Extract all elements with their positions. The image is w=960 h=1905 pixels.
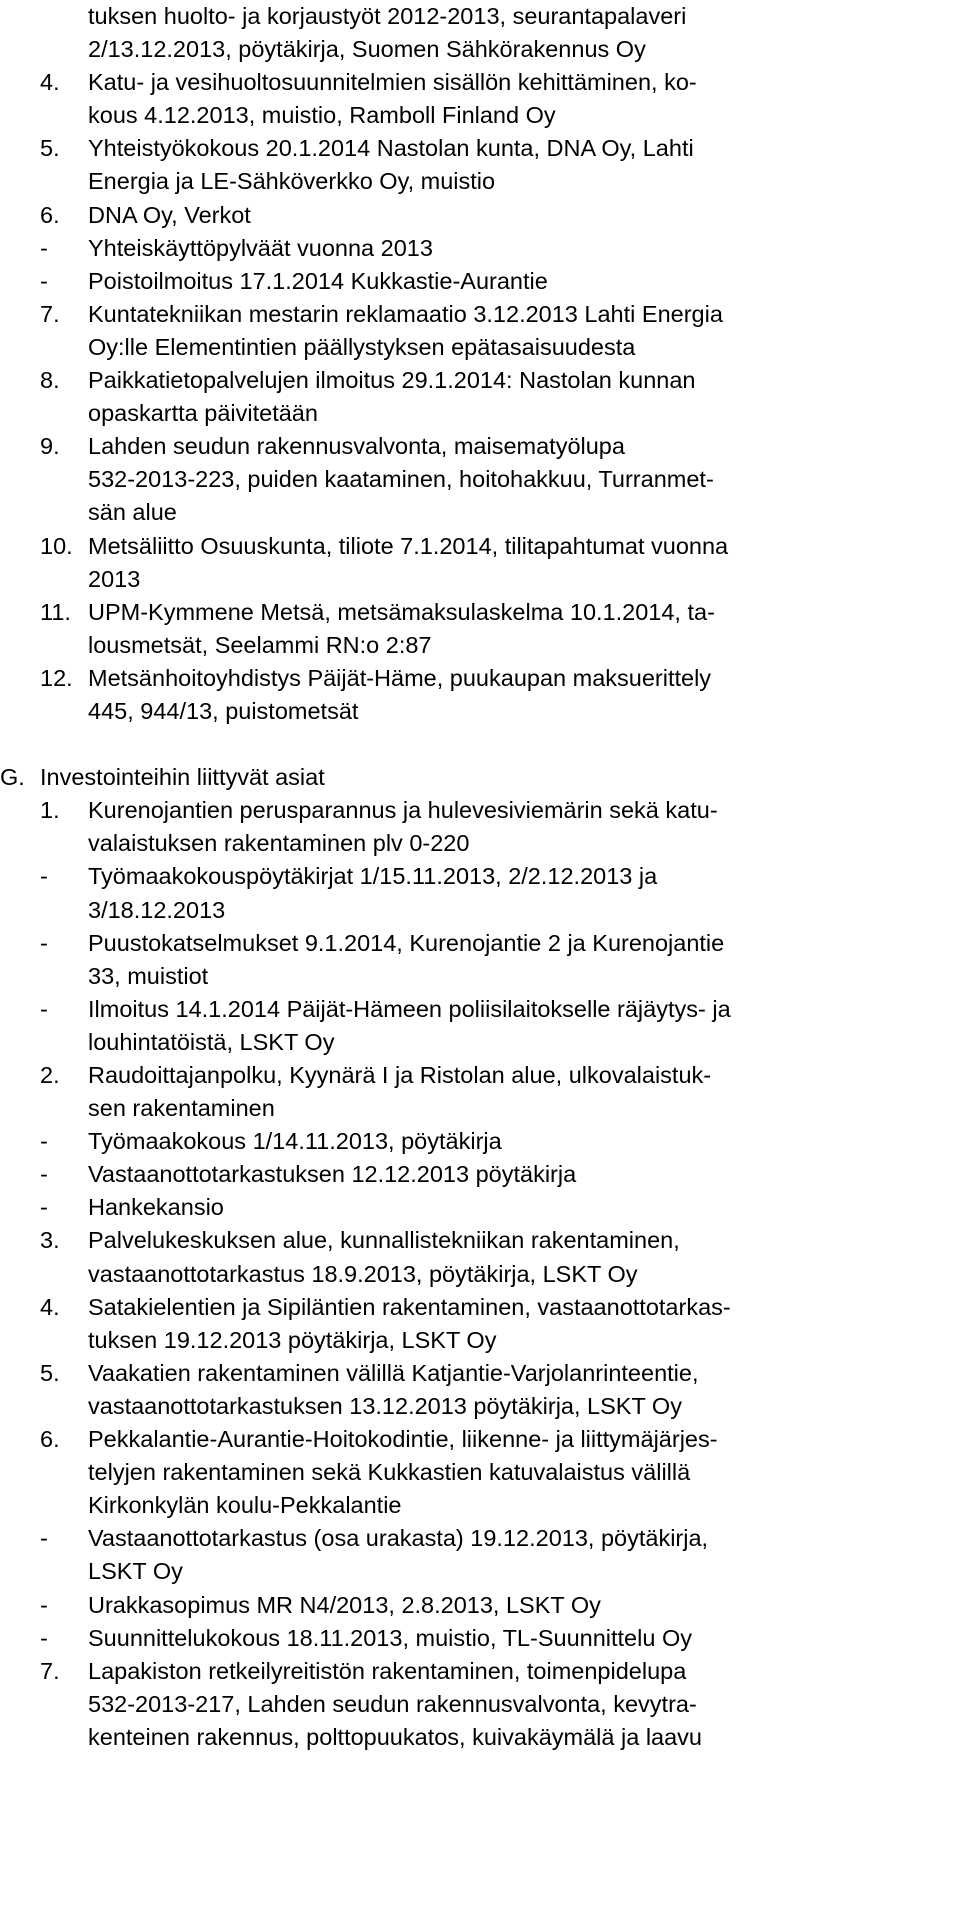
item-text: 532-2013-223, puiden kaataminen, hoitohakkuu, Turranmet- bbox=[88, 466, 714, 493]
item-text: Oy:lle Elementintien päällystyksen epätasaisuudesta bbox=[88, 333, 636, 360]
list-item bbox=[0, 1291, 960, 1324]
item-text: Ilmoitus 14.1.2014 Päijät-Hämeen poliisilaitokselle räjäytys- ja bbox=[88, 995, 731, 1022]
dash-marker: - bbox=[40, 929, 48, 956]
list-item bbox=[0, 662, 960, 695]
item-number: 7. bbox=[40, 300, 60, 327]
list-item-line bbox=[0, 563, 960, 596]
list-item-line bbox=[0, 397, 960, 430]
dash-marker: - bbox=[40, 234, 48, 261]
item-number: 4. bbox=[40, 1293, 60, 1320]
list-item-line bbox=[0, 1721, 960, 1754]
list-item bbox=[0, 1655, 960, 1688]
list-item bbox=[0, 1224, 960, 1257]
list-item-line bbox=[0, 1688, 960, 1721]
item-text: 33, muistiot bbox=[88, 962, 209, 989]
list-item bbox=[0, 199, 960, 232]
list-item bbox=[0, 1622, 960, 1655]
item-text: Yhteiskäyttöpylväät vuonna 2013 bbox=[88, 234, 433, 261]
item-number: 6. bbox=[40, 201, 60, 228]
list-item bbox=[0, 794, 960, 827]
item-text: DNA Oy, Verkot bbox=[88, 201, 251, 228]
item-text: UPM-Kymmene Metsä, metsämaksulaskelma 10.1.2014, ta- bbox=[88, 598, 715, 625]
item-text: Yhteistyökokous 20.1.2014 Nastolan kunta, DNA Oy, Lahti bbox=[88, 135, 694, 162]
item-text: Urakkasopimus MR N4/2013, 2.8.2013, LSKT Oy bbox=[88, 1591, 601, 1618]
item-text: Raudoittajanpolku, Kyynärä I ja Ristolan alue, ulkovalaistuk- bbox=[88, 1062, 712, 1088]
dash-marker: - bbox=[40, 995, 48, 1022]
item-text: tuksen huolto- ja korjaustyöt 2012-2013, seurantapalaveri bbox=[88, 3, 687, 29]
item-text: valaistuksen rakentaminen plv 0-220 bbox=[88, 830, 470, 857]
item-text: 2/13.12.2013, pöytäkirja, Suomen Sähkörakennus Oy bbox=[88, 36, 646, 63]
list-item-line bbox=[0, 1092, 960, 1125]
list-item bbox=[0, 132, 960, 165]
item-text: 445, 944/13, puistometsät bbox=[88, 697, 359, 724]
list-item bbox=[0, 1522, 960, 1555]
list-item bbox=[0, 530, 960, 563]
item-number: 4. bbox=[40, 69, 60, 96]
list-item-line bbox=[0, 695, 960, 728]
item-text: Satakielentien ja Sipiläntien rakentaminen, vastaanottotarkas- bbox=[88, 1293, 731, 1320]
item-text: Lapakiston retkeilyreitistön rakentaminen, toimenpidelupa bbox=[88, 1657, 687, 1684]
item-text: Vaakatien rakentaminen välillä Katjantie-Varjolanrinteentie, bbox=[88, 1359, 699, 1386]
list-item bbox=[0, 993, 960, 1026]
list-item bbox=[0, 430, 960, 463]
list-item-line bbox=[0, 1555, 960, 1588]
item-text: Työmaakokouspöytäkirjat 1/15.11.2013, 2/2.12.2013 ja bbox=[88, 863, 658, 890]
section-letter: G. bbox=[0, 764, 25, 791]
item-text: Energia ja LE-Sähköverkko Oy, muistio bbox=[88, 168, 496, 195]
item-text: Pekkalantie-Aurantie-Hoitokodintie, liikenne- ja liittymäjärjes- bbox=[88, 1426, 718, 1453]
item-text: tuksen 19.12.2013 pöytäkirja, LSKT Oy bbox=[88, 1326, 497, 1353]
item-text: Katu- ja vesihuoltosuunnitelmien sisällön kehittäminen, ko- bbox=[88, 69, 697, 96]
item-text: sen rakentaminen bbox=[88, 1095, 275, 1122]
list-item bbox=[0, 1059, 960, 1092]
dash-marker: - bbox=[40, 1161, 48, 1188]
list-item-line bbox=[0, 1026, 960, 1059]
list-item-line bbox=[0, 496, 960, 529]
item-number: 2. bbox=[40, 1062, 60, 1088]
section-heading bbox=[0, 761, 960, 794]
list-item bbox=[0, 1589, 960, 1622]
list-item bbox=[0, 66, 960, 99]
item-text: Hankekansio bbox=[88, 1194, 224, 1221]
dash-marker: - bbox=[40, 863, 48, 890]
item-text: Vastaanottotarkastus (osa urakasta) 19.12.2013, pöytäkirja, bbox=[88, 1525, 709, 1552]
item-text: kenteinen rakennus, polttopuukatos, kuivakäymälä ja laavu bbox=[88, 1723, 702, 1750]
list-item bbox=[0, 927, 960, 960]
list-item bbox=[0, 364, 960, 397]
item-text: Suunnittelukokous 18.11.2013, muistio, TL-Suunnittelu Oy bbox=[88, 1624, 692, 1651]
item-text: Kuntatekniikan mestarin reklamaatio 3.12.2013 Lahti Energia bbox=[88, 300, 723, 327]
item-text: Paikkatietopalvelujen ilmoitus 29.1.2014: Nastolan kunnan bbox=[88, 367, 696, 394]
item-text: Metsänhoitoyhdistys Päijät-Häme, puukaupan maksuerittely bbox=[88, 664, 712, 691]
list-item-line bbox=[0, 1258, 960, 1291]
list-item bbox=[0, 1423, 960, 1456]
list-item bbox=[0, 1158, 960, 1191]
item-number: 12. bbox=[40, 664, 73, 691]
list-item bbox=[0, 265, 960, 298]
item-text: Työmaakokous 1/14.11.2013, pöytäkirja bbox=[88, 1128, 502, 1155]
item-text: Puustokatselmukset 9.1.2014, Kurenojantie 2 ja Kurenojantie bbox=[88, 929, 725, 956]
list-item-line bbox=[0, 629, 960, 662]
item-text: Poistoilmoitus 17.1.2014 Kukkastie-Aurantie bbox=[88, 267, 548, 294]
dash-marker: - bbox=[40, 1591, 48, 1618]
list-item-line bbox=[0, 463, 960, 496]
list-item bbox=[0, 1357, 960, 1390]
item-number: 7. bbox=[40, 1657, 60, 1684]
item-text: 2013 bbox=[88, 565, 141, 592]
list-item-line bbox=[0, 960, 960, 993]
list-item-line bbox=[0, 331, 960, 364]
item-text: LSKT Oy bbox=[88, 1558, 183, 1585]
section-title: Investointeihin liittyvät asiat bbox=[40, 764, 325, 791]
item-text: kous 4.12.2013, muistio, Ramboll Finland Oy bbox=[88, 102, 556, 129]
list-item bbox=[0, 298, 960, 331]
item-number: 5. bbox=[40, 1359, 60, 1386]
dash-marker: - bbox=[40, 1128, 48, 1155]
item-text: louhintatöistä, LSKT Oy bbox=[88, 1028, 335, 1055]
item-text: Vastaanottotarkastuksen 12.12.2013 pöytäkirja bbox=[88, 1161, 577, 1188]
item-text: Kirkonkylän koulu-Pekkalantie bbox=[88, 1492, 402, 1519]
item-number: 5. bbox=[40, 135, 60, 162]
item-number: 11. bbox=[40, 598, 71, 625]
item-text: sän alue bbox=[88, 499, 177, 526]
list-item bbox=[0, 1125, 960, 1158]
item-text: vastaanottotarkastus 18.9.2013, pöytäkirja, LSKT Oy bbox=[88, 1260, 638, 1287]
item-text: telyjen rakentaminen sekä Kukkastien katuvalaistus välillä bbox=[88, 1459, 691, 1486]
item-text: opaskartta päivitetään bbox=[88, 400, 318, 427]
item-text: vastaanottotarkastuksen 13.12.2013 pöytäkirja, LSKT Oy bbox=[88, 1392, 682, 1419]
list-item bbox=[0, 232, 960, 265]
list-item-line bbox=[0, 1489, 960, 1522]
list-item-line bbox=[0, 99, 960, 132]
item-number: 3. bbox=[40, 1227, 60, 1254]
list-item-line bbox=[0, 165, 960, 198]
item-number: 10. bbox=[40, 532, 73, 559]
list-item bbox=[0, 596, 960, 629]
dash-marker: - bbox=[40, 1525, 48, 1552]
dash-marker: - bbox=[40, 267, 48, 294]
list-item-line bbox=[0, 1324, 960, 1357]
item-text: Lahden seudun rakennusvalvonta, maisematyölupa bbox=[88, 433, 625, 460]
dash-marker: - bbox=[40, 1194, 48, 1221]
item-text: Metsäliitto Osuuskunta, tiliote 7.1.2014, tilitapahtumat vuonna bbox=[88, 532, 729, 559]
list-item-line bbox=[0, 827, 960, 860]
list-item-line bbox=[0, 894, 960, 927]
paragraph-spacer bbox=[0, 728, 960, 761]
item-text: 3/18.12.2013 bbox=[88, 896, 226, 923]
list-item bbox=[0, 1191, 960, 1224]
list-item-line bbox=[0, 0, 960, 33]
item-number: 1. bbox=[40, 797, 60, 824]
item-text: lousmetsät, Seelammi RN:o 2:87 bbox=[88, 631, 432, 658]
item-text: Palvelukeskuksen alue, kunnallistekniikan rakentaminen, bbox=[88, 1227, 680, 1254]
item-text: Kurenojantien perusparannus ja hulevesiviemärin sekä katu- bbox=[88, 797, 718, 824]
list-item-line bbox=[0, 1390, 960, 1423]
list-item bbox=[0, 860, 960, 893]
item-text: 532-2013-217, Lahden seudun rakennusvalvonta, kevytra- bbox=[88, 1690, 697, 1717]
item-number: 6. bbox=[40, 1426, 60, 1453]
list-item-line bbox=[0, 1456, 960, 1489]
item-number: 8. bbox=[40, 367, 60, 394]
item-number: 9. bbox=[40, 433, 60, 460]
list-item-line bbox=[0, 33, 960, 66]
dash-marker: - bbox=[40, 1624, 48, 1651]
